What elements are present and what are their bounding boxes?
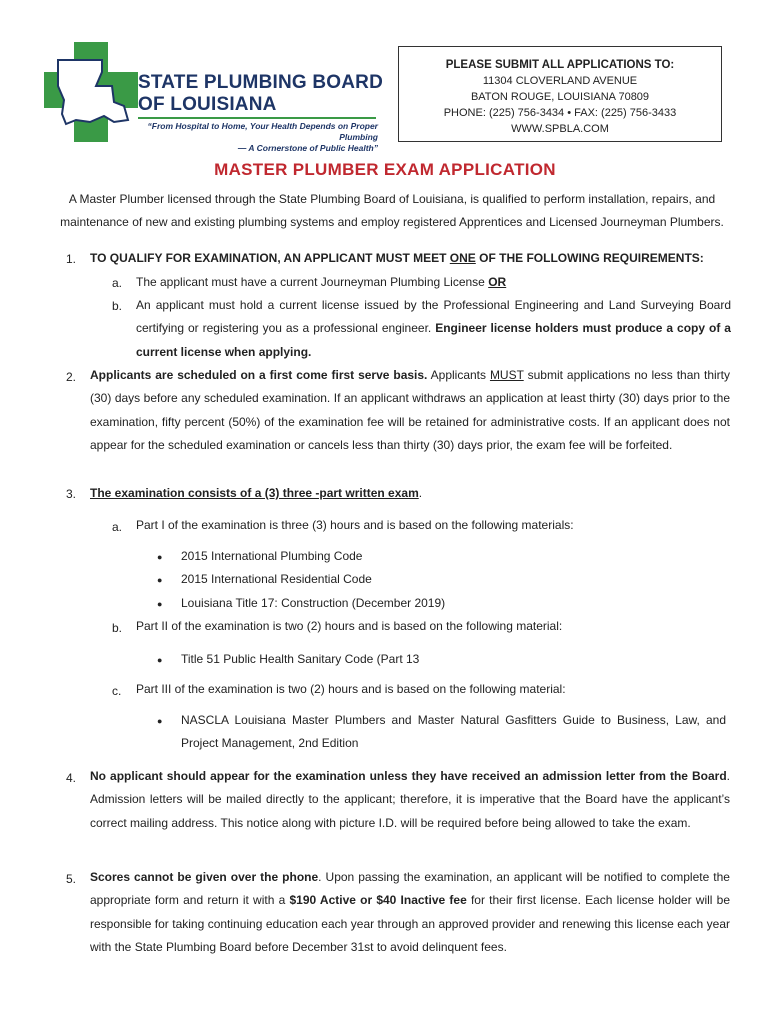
board-name: STATE PLUMBING BOARD OF LOUISIANA [138,72,384,115]
part1-material: Louisiana Title 17: Construction (December 2019) [181,596,446,610]
item-1a-letter: a. [112,276,123,290]
item-1-heading: TO QUALIFY FOR EXAMINATION, AN APPLICANT MUST MEET ONE OF THE FOLLOWING REQUIREMENTS: [90,251,704,265]
item-1a-text: The applicant must have a current Journeyman Plumbing License OR [136,275,507,289]
part3-material: NASCLA Louisiana Master Plumbers and Master Natural Gasfitters Guide to Business, Law, and Project Management, 2nd Edition [181,713,726,751]
bullet-icon: ● [157,552,163,562]
bullet-icon: ● [157,599,163,609]
item-5-number: 5. [66,872,77,886]
item-3a-letter: a. [112,520,123,534]
part2-material: Title 51 Public Health Sanitary Code (Part 13 [181,652,420,666]
item-1b-letter: b. [112,299,123,313]
item-3b-letter: b. [112,621,123,635]
item-4-number: 4. [66,771,77,785]
submission-address-box [398,46,722,142]
item-3a-text: Part I of the examination is three (3) hours and is based on the following materials: [136,518,574,532]
bullet-icon: ● [157,575,163,585]
item-3c-letter: c. [112,684,122,698]
address-city: BATON ROUGE, LOUISIANA 70809 [470,91,650,103]
item-1b-text: An applicant must hold a current license issued by the Professional Engineering and Land Surveying Board certifying or registering you as a professional engineer. Engineer license holders must produce a copy of a current license when applying. [136,298,731,359]
item-3-number: 3. [66,487,77,501]
logo-tagline: “From Hospital to Home, Your Health Depends on Proper Plumbing — A Cornerstone of Public Health” [147,121,378,153]
item-1-number: 1. [66,252,77,266]
intro-paragraph: A Master Plumber licensed through the State Plumbing Board of Louisiana, is qualified to perform installation, repairs, and maintenance of new and existing plumbing systems and employ registered Apprentices and Licensed Journeyman Plumbers. [60,192,724,229]
item-3-heading: The examination consists of a (3) three -part written exam. [90,486,423,500]
address-website: WWW.SPBLA.COM [511,123,609,135]
address-street: 11304 CLOVERLAND AVENUE [482,75,638,87]
logo-divider [138,117,376,119]
item-3b-text: Part II of the examination is two (2) hours and is based on the following material: [136,619,563,633]
address-phone-fax: PHONE: (225) 756-3434 • FAX: (225) 756-3433 [443,107,677,119]
item-3c-text: Part III of the examination is two (2) hours and is based on the following material: [136,682,566,696]
item-5-text: Scores cannot be given over the phone. Upon passing the examination, an applicant will be notified to complete the appropriate form and return it with a $190 Active or $40 Inactive fee for their first license. Each license holder will be responsible for taking continuing education each year through an approved provider and renewing this license each year with the State Plumbing Board before December 31st to avoid delinquent fees. [90,870,730,954]
item-4-text: No applicant should appear for the examination unless they have received an admission letter from the Board. Admission letters will be mailed directly to the applicant; therefore, it is imperative that the Board have the applicant’s correct mailing address. This notice along with picture I.D. will be required before being allowed to take the exam. [90,769,730,830]
item-2-text: Applicants are scheduled on a first come first serve basis. Applicants MUST submit applications no less than thirty (30) days before any scheduled examination. If an applicant withdraws an application at least thirty (30) days prior to the examination, fifty percent (50%) of the examination fee will be retained for administrative costs. If an applicant does not appear for the scheduled examination or cancels less than thirty (30) days prior, the exam fee will be forfeited. [90,368,730,452]
bullet-icon: ● [157,655,163,665]
part1-material: 2015 International Residential Code [181,572,372,586]
address-heading: PLEASE SUBMIT ALL APPLICATIONS TO: [445,59,675,71]
page-title: MASTER PLUMBER EXAM APPLICATION [214,160,556,179]
part1-material: 2015 International Plumbing Code [181,549,363,563]
bullet-icon: ● [157,716,163,726]
item-2-number: 2. [66,370,77,384]
